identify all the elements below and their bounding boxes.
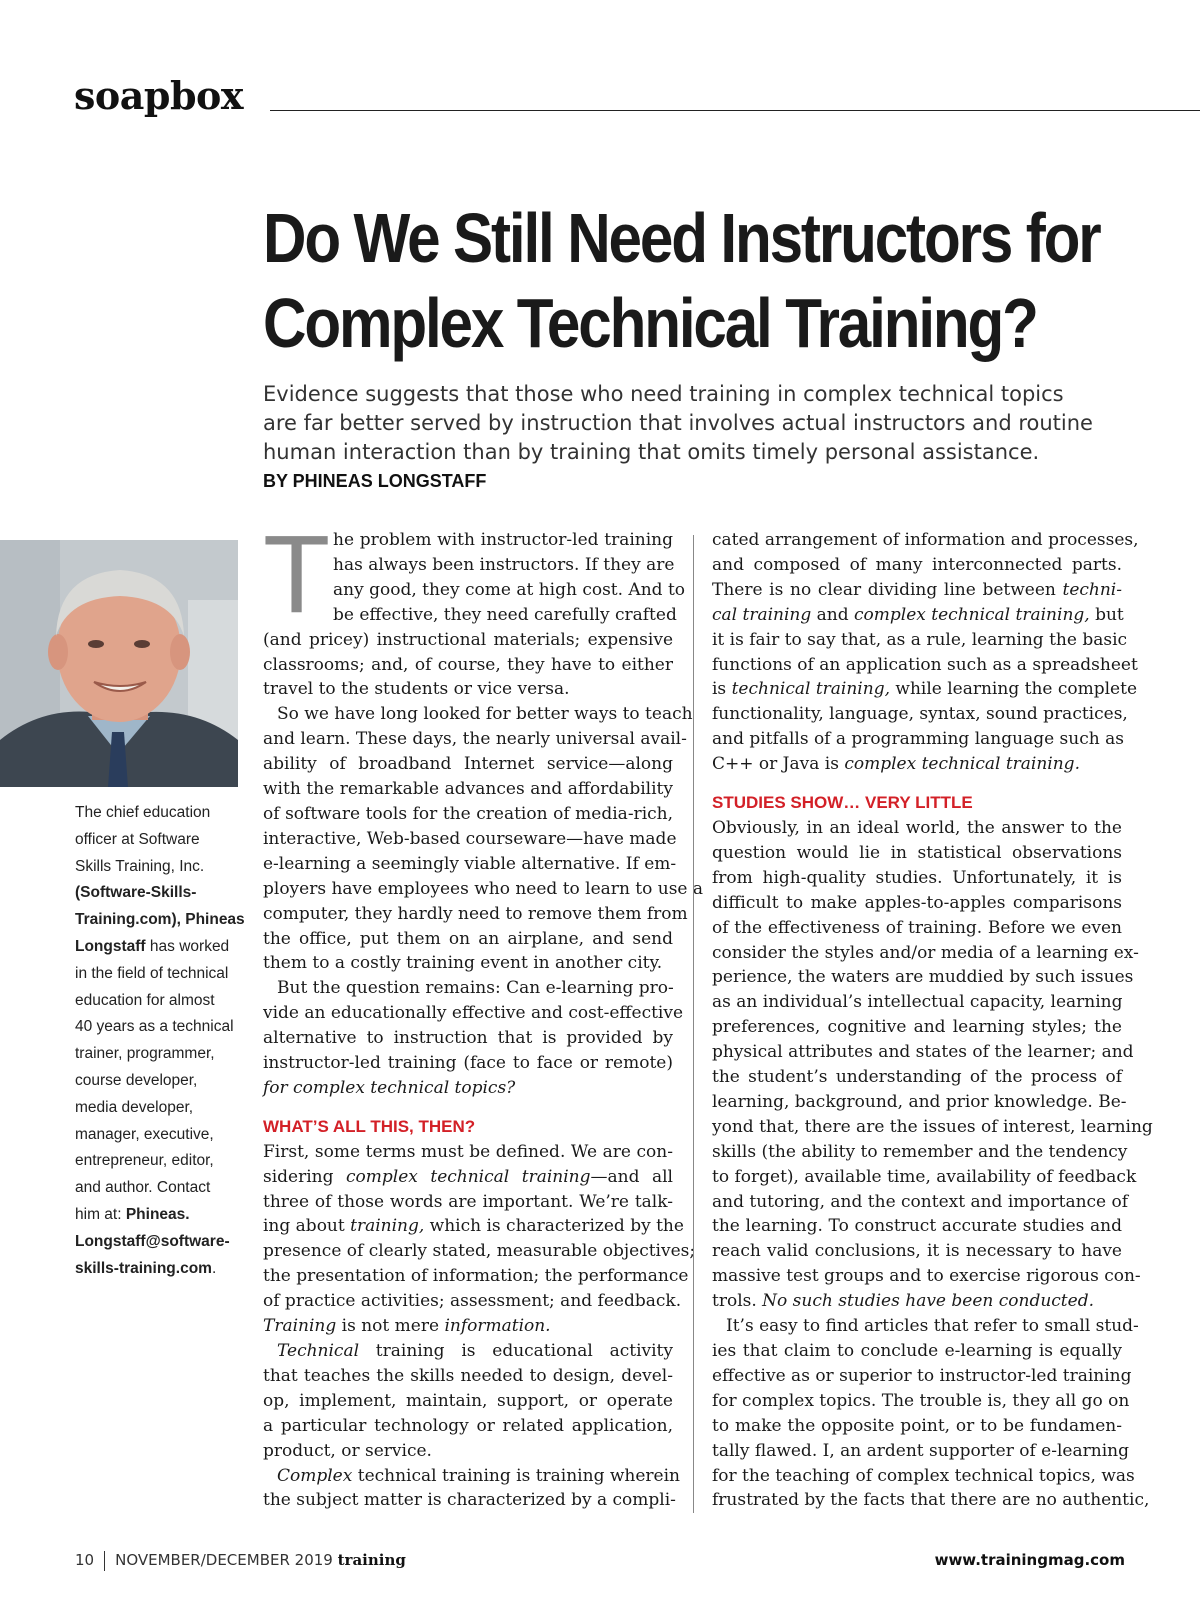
emphasis: complex technical training	[346, 1166, 591, 1187]
bio-line: media developer,	[75, 1098, 194, 1116]
footer-url[interactable]: www.trainingmag.com	[934, 1551, 1125, 1569]
body-line: product, or service.	[263, 1440, 432, 1461]
body-line: the learning. To construct accurate studies and	[712, 1216, 1122, 1237]
issue-date: NOVEMBER/DECEMBER 2019	[115, 1551, 333, 1569]
magazine-name: training	[337, 1551, 406, 1569]
body-line: difficult to make apples-to-apples comparisons	[712, 892, 1122, 913]
body-line: perience, the waters are muddied by such issues	[712, 967, 1134, 988]
emphasis: complex technical training.	[844, 754, 1080, 775]
body-line	[712, 752, 1122, 777]
bio-site-name: Training.com), Phineas	[75, 911, 245, 929]
text: sidering	[263, 1166, 347, 1187]
body-line: with the remarkable advances and affordability	[263, 779, 673, 800]
body-line: travel to the students or vice versa.	[263, 679, 570, 700]
bio-line: course developer,	[75, 1071, 198, 1089]
body-column-left	[263, 513, 704, 1513]
bio-line: The chief education	[75, 804, 211, 821]
text: while learning the complete	[889, 679, 1137, 700]
body-line: alternative to instruction that is provided by	[263, 1028, 673, 1049]
body-line: learning, background, and prior knowledge. Be-	[712, 1091, 1127, 1112]
emphasis: Training	[263, 1316, 337, 1337]
body-line: e-learning a seemingly viable alternative. If em-	[263, 853, 677, 874]
body-line: the student’s understanding of the process of	[712, 1067, 1122, 1088]
body-line: the subject matter is characterized by a compli-	[263, 1490, 676, 1511]
header-rule	[270, 110, 1200, 111]
body-line: that teaches the skills needed to design, devel-	[263, 1365, 673, 1386]
bio-line	[75, 934, 245, 961]
body-line: functionality, language, syntax, sound practices,	[712, 704, 1128, 725]
bio-line: and author. Contact	[75, 1179, 211, 1197]
bio-line	[75, 1229, 245, 1256]
body-line: it is fair to say that, as a rule, learning the basic	[712, 629, 1128, 650]
author-bio	[75, 800, 245, 1282]
body-line: and learn. These days, the nearly universal avail-	[263, 729, 687, 750]
body-line: to make the opposite point, or to be fundamen-	[712, 1415, 1122, 1436]
headline-line-1: Do We Still Need Instructors for	[263, 199, 1100, 277]
body-line: computer, they hardly need to remove them from	[263, 903, 688, 924]
body-line	[263, 1464, 680, 1489]
subhead-whats-all-this: WHAT’S ALL THIS, THEN?	[263, 1116, 476, 1136]
body-line: to forget), available time, availability of feedback	[712, 1166, 1137, 1187]
bio-surname: Longstaff	[75, 937, 146, 955]
body-line: interactive, Web-based courseware—have made	[263, 828, 677, 849]
text: but	[1089, 604, 1124, 625]
section-tag	[74, 74, 243, 118]
footer-folio	[75, 1549, 406, 1571]
page-number: 10	[75, 1551, 95, 1569]
body-line: any good, they come at high cost. And to	[333, 579, 686, 600]
emphasis: for complex technical topics?	[263, 1077, 516, 1098]
body-line: the office, put them on an airplane, and send	[263, 928, 673, 949]
section-tag-rest: oapbox	[94, 73, 244, 118]
body-line: a particular technology or related application,	[263, 1415, 673, 1436]
body-line: and composed of many interconnected parts.	[712, 554, 1122, 575]
bio-line	[75, 880, 245, 907]
body-line	[263, 1165, 673, 1190]
emphasis: Technical	[277, 1341, 360, 1361]
body-line: frustrated by the facts that there are no authentic,	[712, 1490, 1150, 1511]
body-line: and pitfalls of a programming language such as	[712, 729, 1124, 750]
bio-line: officer at Software	[75, 830, 200, 848]
text: and	[811, 604, 855, 625]
body-line: physical attributes and states of the learner; and	[712, 1042, 1134, 1063]
byline: BY PHINEAS LONGSTAFF	[263, 471, 487, 491]
body-line	[712, 1289, 1122, 1314]
bio-text: has worked	[145, 937, 230, 955]
text: There is no clear dividing line between	[712, 579, 1063, 600]
body-line: It’s easy to find articles that refer to small stud-	[726, 1316, 1139, 1337]
subhead-studies-show: STUDIES SHOW… VERY LITTLE	[712, 793, 973, 813]
body-line: from high-quality studies. Unfortunately, it is	[712, 867, 1122, 888]
body-line: for complex topics. The trouble is, they all go on	[712, 1390, 1130, 1411]
text: is	[712, 679, 732, 700]
body-line: be effective, they need carefully crafted	[333, 604, 677, 625]
bio-line	[75, 1202, 245, 1229]
body-line: three of those words are important. We’re talk-	[263, 1191, 673, 1212]
body-line: reach valid conclusions, it is necessary to have	[712, 1241, 1122, 1262]
bio-site: (Software-Skills-	[75, 884, 197, 902]
column-divider	[693, 535, 694, 1513]
body-line: functions of an application such as a spreadsheet	[712, 654, 1138, 675]
body-line: massive test groups and to exercise rigorous con-	[712, 1266, 1141, 1287]
footer-separator	[104, 1551, 105, 1571]
body-line: ployers have employees who need to learn to use a	[263, 878, 704, 899]
body-line: as an individual’s intellectual capacity, learning	[712, 992, 1123, 1013]
body-line: presence of clearly stated, measurable objectives;	[263, 1241, 696, 1262]
bio-email-part: Longstaff@software-	[75, 1232, 230, 1250]
body-line: (and pricey) instructional materials; expensive	[263, 629, 673, 650]
body-line: But the question remains: Can e-learning pro-	[277, 978, 674, 999]
text: —and all	[590, 1166, 673, 1187]
emphasis: No such studies have been conducted.	[762, 1291, 1094, 1312]
body-line: First, some terms must be defined. We are con-	[263, 1141, 673, 1162]
body-line: ies that claim to conclude e-learning is equally	[712, 1341, 1122, 1361]
body-line: vide an educationally effective and cost-effective	[263, 1003, 684, 1024]
bio-line: education for almost	[75, 991, 215, 1009]
author-portrait-illustration	[0, 540, 238, 787]
bio-line: Skills Training, Inc.	[75, 857, 205, 875]
text: training is educational activity	[359, 1341, 673, 1361]
headline	[263, 196, 1100, 366]
body-line: them to a costly training event in another city.	[263, 953, 663, 974]
body-line: effective as or superior to instructor-led training	[712, 1365, 1132, 1386]
body-line: consider the styles and/or media of a learning ex-	[712, 942, 1139, 963]
text: is not mere	[336, 1316, 445, 1337]
emphasis: cal training	[712, 604, 812, 625]
emphasis: Complex	[277, 1465, 353, 1486]
bio-email-part: skills-training.com	[75, 1259, 212, 1277]
body-line: Obviously, in an ideal world, the answer to the	[712, 817, 1122, 838]
body-line: skills (the ability to remember and the tendency	[712, 1141, 1128, 1162]
bio-line: in the field of technical	[75, 964, 229, 982]
emphasis: technical training,	[731, 679, 890, 700]
body-line: has always been instructors. If they are	[333, 554, 675, 575]
bio-line: trainer, programmer,	[75, 1045, 215, 1063]
body-line: yond that, there are the issues of interest, learning	[712, 1116, 1153, 1137]
headline-line-2: Complex Technical Training?	[263, 284, 1037, 362]
bio-line: entrepreneur, editor,	[75, 1152, 214, 1170]
body-line: tally flawed. I, an ardent supporter of e-learning	[712, 1440, 1129, 1461]
text: ing about	[263, 1216, 351, 1237]
emphasis: complex technical training,	[854, 604, 1090, 625]
text: C++ or Java is	[712, 754, 845, 775]
body-line	[712, 578, 1122, 603]
author-photo	[0, 540, 238, 787]
bio-line	[75, 907, 245, 934]
body-line	[263, 1076, 673, 1101]
body-line: he problem with instructor-led training	[333, 530, 673, 550]
bio-email-part: Phineas.	[125, 1205, 190, 1223]
body-line: and tutoring, and the context and importance of	[712, 1191, 1129, 1212]
body-line	[263, 1314, 673, 1339]
text: trols.	[712, 1291, 763, 1312]
body-line: of practice activities; assessment; and feedback.	[263, 1291, 682, 1312]
body-line: preferences, cognitive and learning styles; the	[712, 1017, 1122, 1038]
emphasis: information.	[444, 1316, 551, 1337]
body-line: classrooms; and, of course, they have to either	[263, 654, 673, 675]
text: technical training is training wherein	[352, 1465, 680, 1486]
body-line	[712, 603, 1122, 628]
bio-text: him at:	[75, 1205, 126, 1223]
bio-text: .	[211, 1259, 217, 1277]
body-line: ability of broadband Internet service—along	[263, 754, 673, 775]
text: which is characterized by the	[424, 1216, 684, 1237]
body-line: instructor-led training (face to face or remote)	[263, 1053, 673, 1074]
bio-line: manager, executive,	[75, 1125, 214, 1143]
body-line: of software tools for the creation of media-rich,	[263, 803, 673, 824]
section-tag-first-letter: s	[74, 73, 95, 118]
body-line: the presentation of information; the performance	[263, 1266, 689, 1287]
deck	[263, 380, 1143, 467]
bio-line: 40 years as a technical	[75, 1018, 234, 1036]
bio-line	[75, 1256, 245, 1283]
emphasis: training,	[350, 1216, 425, 1237]
body-line	[712, 677, 1137, 702]
body-line: of the effectiveness of training. Before we even	[712, 917, 1122, 938]
body-line: question would lie in statistical observations	[712, 842, 1122, 863]
deck-line-1: Evidence suggests that those who need training in complex technical topics	[263, 382, 1064, 406]
body-line: So we have long looked for better ways to teach	[277, 704, 693, 725]
body-line: cated arrangement of information and processes,	[712, 530, 1139, 550]
spacer	[712, 777, 1122, 791]
body-line	[263, 1339, 673, 1364]
body-line: op, implement, maintain, support, or operate	[263, 1390, 673, 1411]
deck-line-2: are far better served by instruction that involves actual instructors and routine	[263, 411, 1093, 435]
deck-line-3: human interaction than by training that omits timely personal assistance.	[263, 440, 1040, 464]
body-line	[263, 1214, 684, 1239]
drop-cap: T	[263, 513, 331, 636]
body-line: for the teaching of complex technical topics, was	[712, 1465, 1135, 1486]
body-column-right	[712, 528, 1153, 1513]
emphasis: techni-	[1062, 579, 1122, 600]
